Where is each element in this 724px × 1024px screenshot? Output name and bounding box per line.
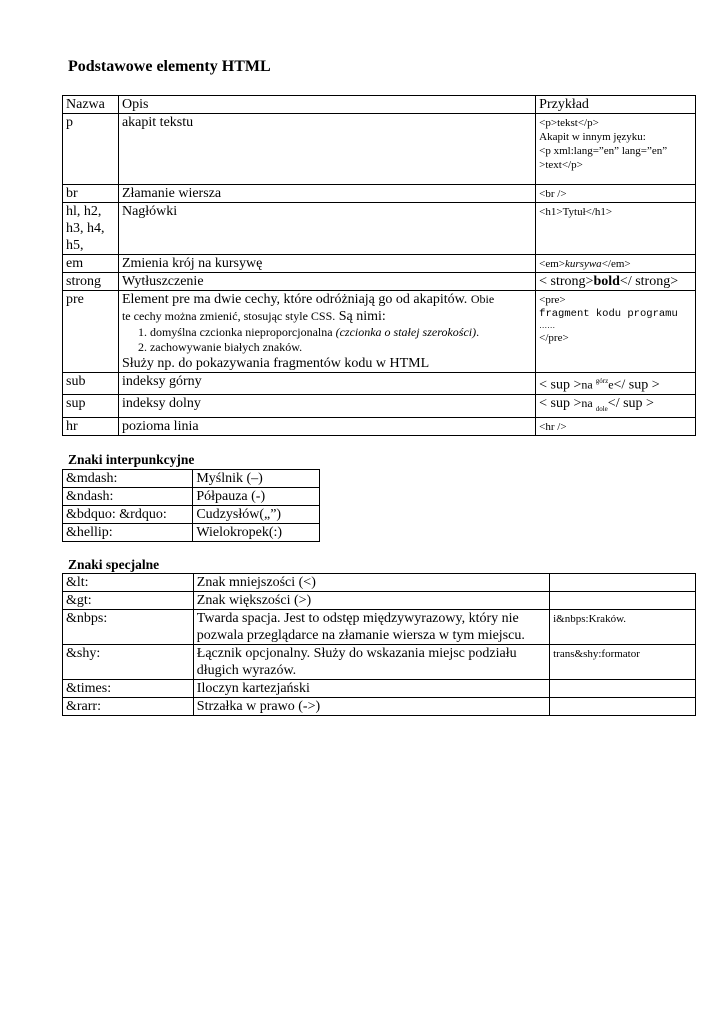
entity-desc: Myślnik (–) xyxy=(193,470,320,488)
entity-desc: Znak większości (>) xyxy=(193,592,549,610)
table-row xyxy=(63,203,696,255)
row-example: <h1>Tytuł</h1> xyxy=(536,203,696,255)
row-name: hl, h2, h3, h4, h5, xyxy=(63,203,119,255)
row-desc: akapit tekstu xyxy=(118,114,535,185)
entity-example xyxy=(550,574,696,592)
entity-example: i&nbps:Kraków. xyxy=(550,610,696,645)
entity-desc: Twarda spacja. Jest to odstęp międzywyrazowy, który nie pozwala przeglądarce na złamanie wiersza w tym miejscu. xyxy=(193,610,549,645)
table-row xyxy=(63,114,696,185)
entity-code: &gt: xyxy=(63,592,194,610)
list-item: 2. zachowywanie białych znaków. xyxy=(150,340,532,355)
entity-desc: Znak mniejszości (<) xyxy=(193,574,549,592)
entity-code: &times: xyxy=(63,680,194,698)
entity-desc: Półpauza (-) xyxy=(193,488,320,506)
entity-desc: Strzałka w prawo (->) xyxy=(193,698,549,716)
entity-example xyxy=(550,592,696,610)
html-elements-table xyxy=(62,95,696,436)
row-desc: Zmienia krój na kursywę xyxy=(118,255,535,273)
table-row xyxy=(63,524,320,542)
entity-example xyxy=(550,680,696,698)
entity-code: &nbps: xyxy=(63,610,194,645)
entity-code: &shy: xyxy=(63,645,194,680)
row-example: <pre> fragment kodu programu …… </pre> xyxy=(536,291,696,373)
row-name: sup xyxy=(63,394,119,418)
header-desc: Opis xyxy=(118,96,535,114)
row-example: <p>tekst</p> Akapit w innym języku: <p xml:lang=”en” lang=”en” >text</p> xyxy=(536,114,696,185)
punctuation-section-title: Znaki interpunkcyjne xyxy=(68,452,195,467)
table-row xyxy=(63,394,696,418)
table-row xyxy=(63,185,696,203)
entity-code: &bdquo: &rdquo: xyxy=(63,506,193,524)
entity-code: &rarr: xyxy=(63,698,194,716)
row-example: < sup >na $^{górz}$e</ sup > xyxy=(536,373,696,395)
list-item: 1. domyślna czcionka nieproporcjonalna (czcionka o stałej szerokości). xyxy=(150,325,532,340)
page-title: Podstawowe elementy HTML xyxy=(68,58,271,75)
row-desc: Złamanie wiersza xyxy=(118,185,535,203)
row-desc: Nagłówki xyxy=(118,203,535,255)
entity-code: &mdash: xyxy=(63,470,193,488)
entity-example xyxy=(550,698,696,716)
pre-features-list xyxy=(122,325,532,355)
entity-code: &ndash: xyxy=(63,488,193,506)
row-example: < strong>bold</ strong> xyxy=(536,273,696,291)
row-name: em xyxy=(63,255,119,273)
table-row xyxy=(63,255,696,273)
table-row xyxy=(63,273,696,291)
row-name: br xyxy=(63,185,119,203)
entity-desc: Iloczyn kartezjański xyxy=(193,680,549,698)
entity-code: &hellip: xyxy=(63,524,193,542)
entity-desc: Wielokropek(:) xyxy=(193,524,320,542)
special-chars-section-title: Znaki specjalne xyxy=(68,557,160,572)
row-desc: Wytłuszczenie xyxy=(118,273,535,291)
entity-example: trans&shy:formator xyxy=(550,645,696,680)
entity-desc: Cudzysłów(„”) xyxy=(193,506,320,524)
header-example: Przykład xyxy=(536,96,696,114)
row-desc: pozioma linia xyxy=(118,418,535,436)
row-name: hr xyxy=(63,418,119,436)
row-example: <em>kursywa</em> xyxy=(536,255,696,273)
row-desc: Element pre ma dwie cechy, które odróżniają go od akapitów. Obie te cechy można zmienić, stosując style CSS. Są nimi: 1. domyślna czcionka nieproporcjonalna (czcionka o stałej szerokości). 2. zachowywanie białych znaków. Służy np. do pokazywania fragmentów kodu w HTML xyxy=(118,291,535,373)
row-name: p xyxy=(63,114,119,185)
row-desc: indeksy dolny xyxy=(118,394,535,418)
table-row xyxy=(63,488,320,506)
header-name: Nazwa xyxy=(63,96,119,114)
row-name: strong xyxy=(63,273,119,291)
table-row xyxy=(63,698,696,716)
punctuation-table xyxy=(62,469,320,542)
table-row xyxy=(63,373,696,395)
table-row xyxy=(63,645,696,680)
table-row xyxy=(63,610,696,645)
row-name: sub xyxy=(63,373,119,395)
table-row xyxy=(63,574,696,592)
special-chars-table xyxy=(62,573,696,716)
row-example: < sup >na $_{dole}$</ sup > xyxy=(536,394,696,418)
table-row xyxy=(63,680,696,698)
row-example: <hr /> xyxy=(536,418,696,436)
row-desc: indeksy górny xyxy=(118,373,535,395)
table-row xyxy=(63,418,696,436)
table-row xyxy=(63,470,320,488)
table-header-row xyxy=(63,96,696,114)
table-row xyxy=(63,506,320,524)
table-row xyxy=(63,291,696,373)
row-example: <br /> xyxy=(536,185,696,203)
entity-desc: Łącznik opcjonalny. Służy do wskazania miejsc podziału długich wyrazów. xyxy=(193,645,549,680)
row-name: pre xyxy=(63,291,119,373)
entity-code: &lt: xyxy=(63,574,194,592)
table-row xyxy=(63,592,696,610)
